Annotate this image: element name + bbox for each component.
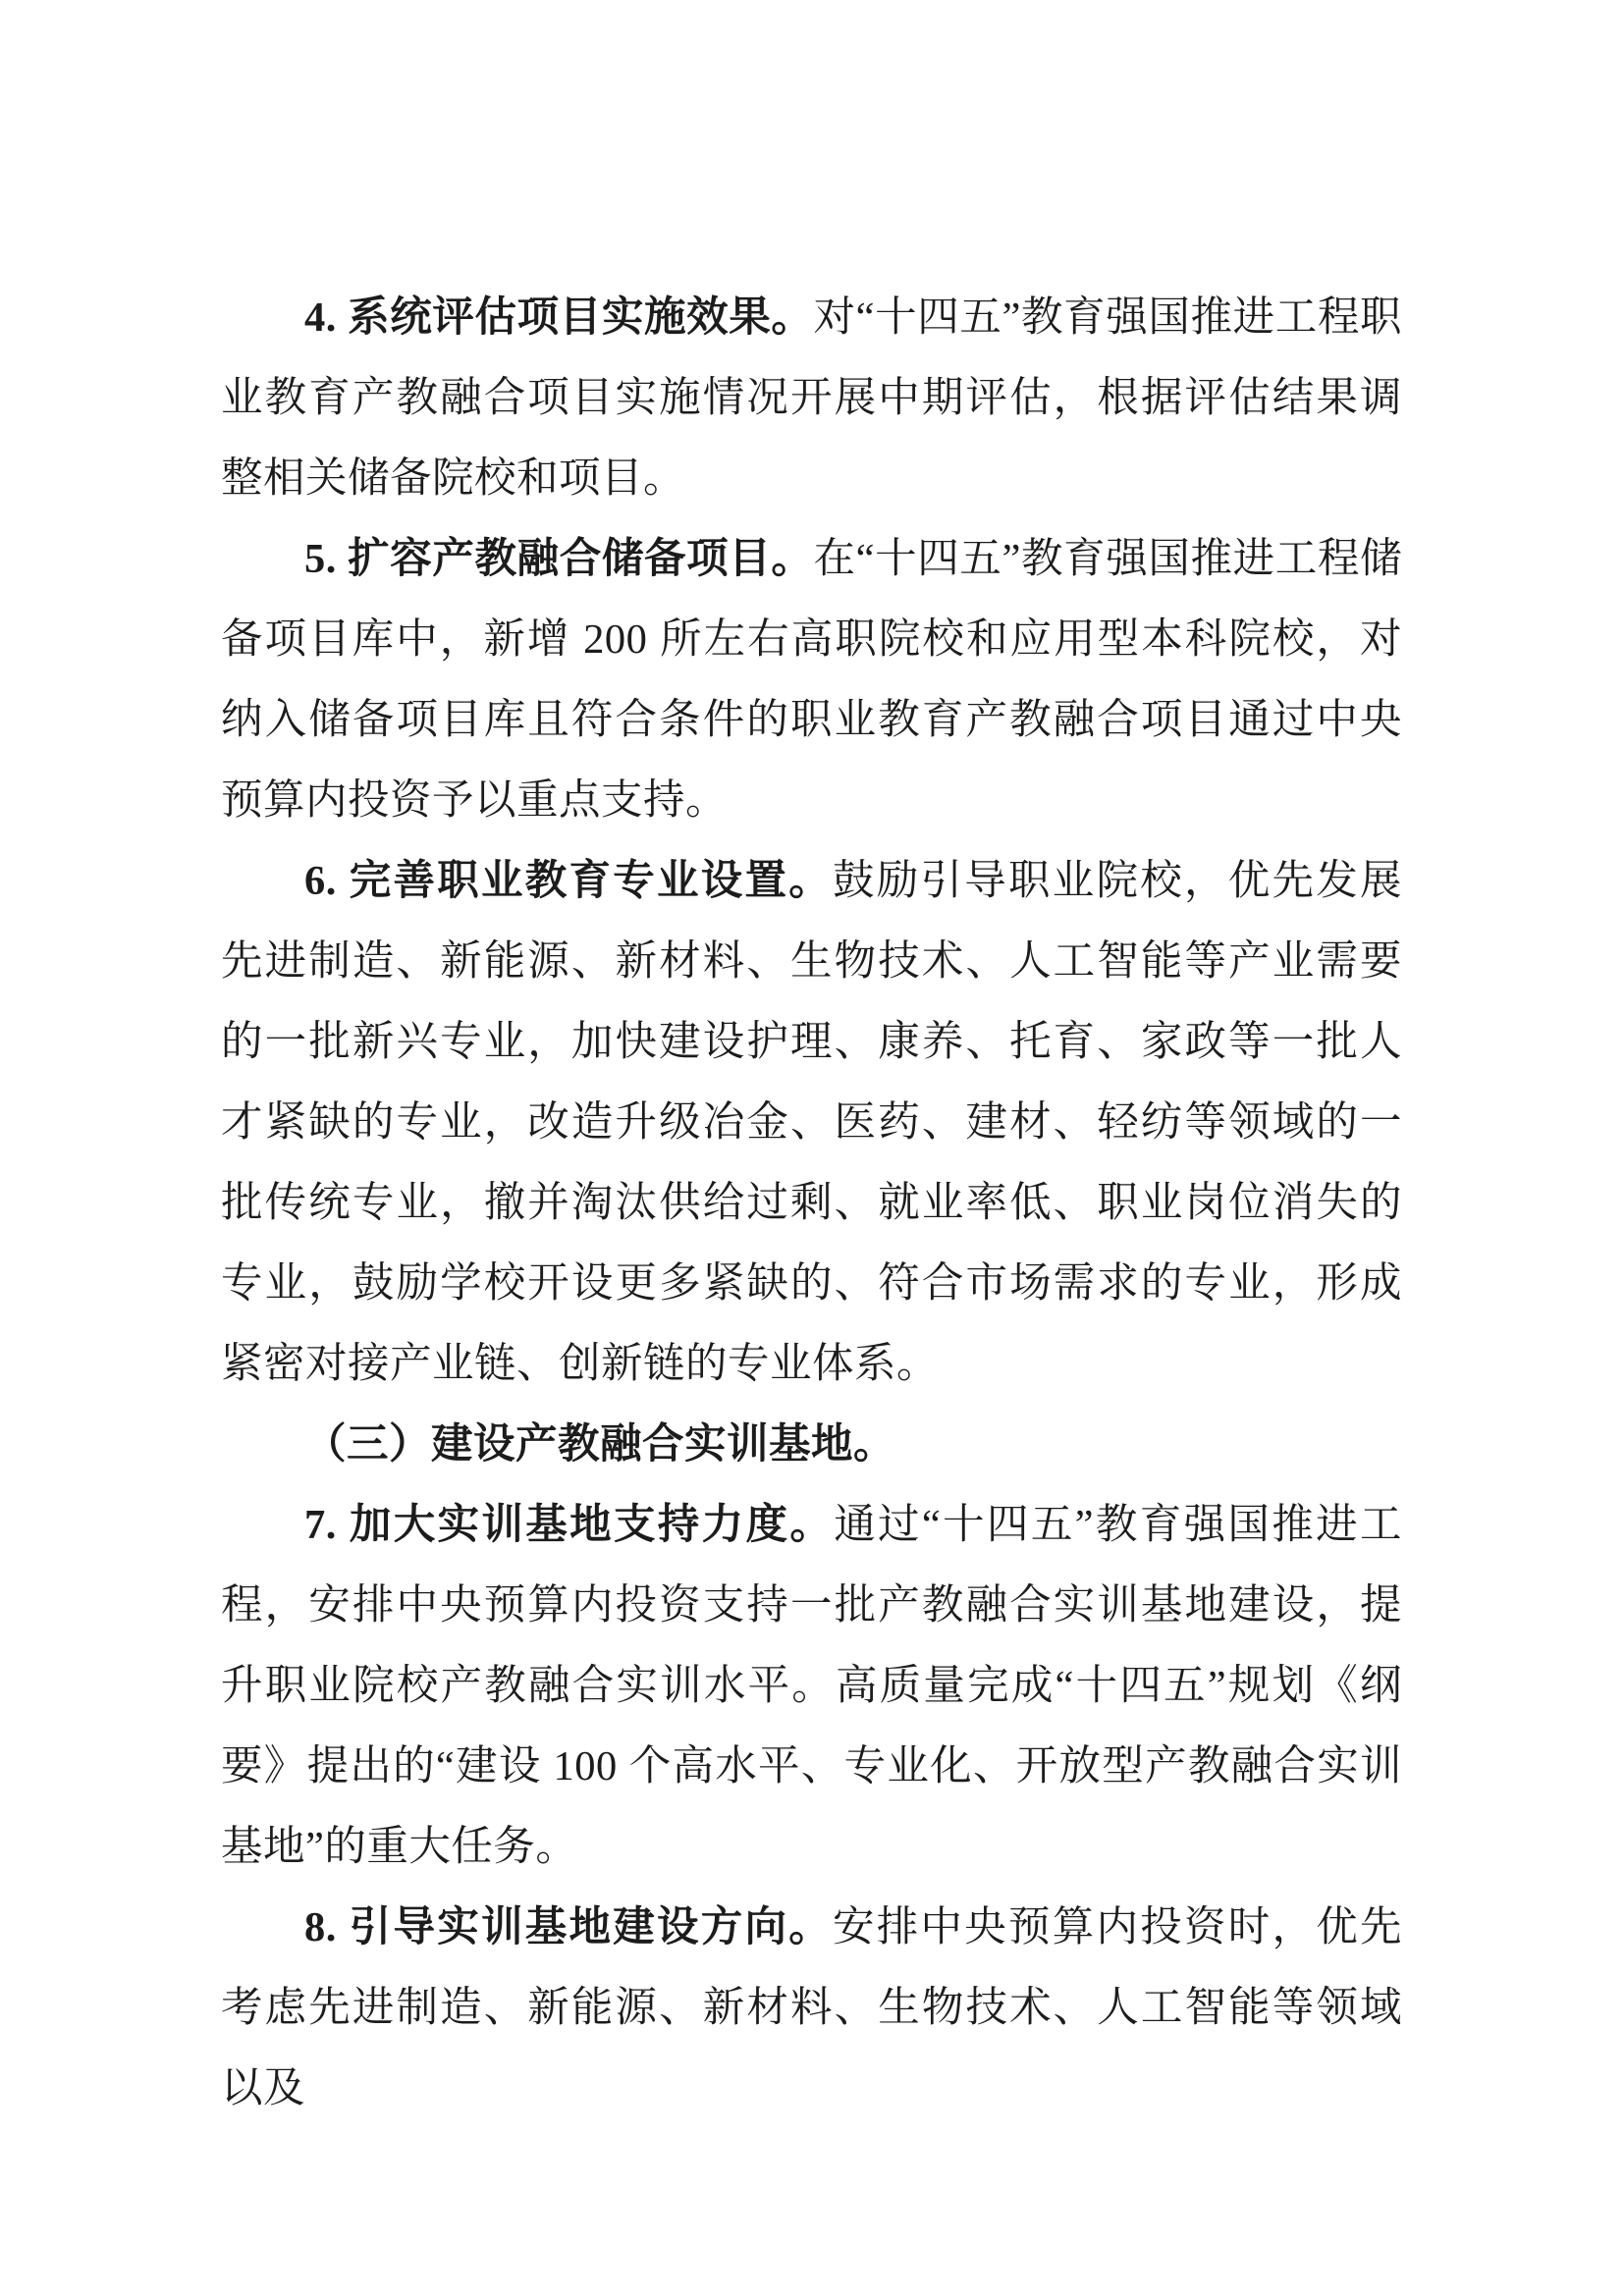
paragraph-item-4 <box>221 278 1402 519</box>
document-text-block <box>221 278 1402 2129</box>
paragraph-item-7 <box>221 1485 1402 1888</box>
paragraph-item-6-body: 鼓励引导职业院校，优先发展先进制造、新能源、新材料、生物技术、人工智能等产业需要的一批新兴专业，加快建设护理、康养、托育、家政等一批人才紧缺的专业，改造升级冶金、医药、建材、轻纺等领域的一批传统专业，撤并淘汰供给过剩、就业率低、职业岗位消失的专业，鼓励学校开设更多紧缺的、符合市场需求的专业，形成紧密对接产业链、创新链的专业体系。 <box>221 858 1402 1387</box>
paragraph-item-8-body: 安排中央预算内投资时，优先考虑先进制造、新能源、新材料、生物技术、人工智能等领域以及 <box>221 1904 1402 2111</box>
paragraph-item-5-heading: 5. 扩容产教融合储备项目。 <box>304 536 814 582</box>
paragraph-item-5 <box>221 519 1402 841</box>
paragraph-item-7-heading: 7. 加大实训基地支持力度。 <box>304 1502 835 1548</box>
paragraph-item-6 <box>221 841 1402 1405</box>
paragraph-item-5-body: 在“十四五”教育强国推进工程储备项目库中，新增 200 所左右高职院校和应用型本科院校，对纳入储备项目库且符合条件的职业教育产教融合项目通过中央预算内投资予以重点支持。 <box>221 536 1402 824</box>
paragraph-section-3 <box>221 1405 1402 1485</box>
paragraph-item-8-heading: 8. 引导实训基地建设方向。 <box>304 1904 833 1950</box>
paragraph-item-4-heading: 4. 系统评估项目实施效果。 <box>304 294 814 341</box>
paragraph-item-7-body: 通过“十四五”教育强国推进工程，安排中央预算内投资支持一批产教融合实训基地建设，提升职业院校产教融合实训水平。高质量完成“十四五”规划《纲要》提出的“建设 100 个高水平、专业化、开放型产教融合实训基地”的重大任务。 <box>221 1502 1402 1870</box>
paragraph-section-3-heading: （三）建设产教融合实训基地。 <box>304 1421 896 1468</box>
paragraph-item-8 <box>221 1888 1402 2129</box>
paragraph-item-4-body: 对“十四五”教育强国推进工程职业教育产教融合项目实施情况开展中期评估，根据评估结果调整相关储备院校和项目。 <box>221 294 1402 502</box>
paragraph-item-6-heading: 6. 完善职业教育专业设置。 <box>304 858 833 904</box>
